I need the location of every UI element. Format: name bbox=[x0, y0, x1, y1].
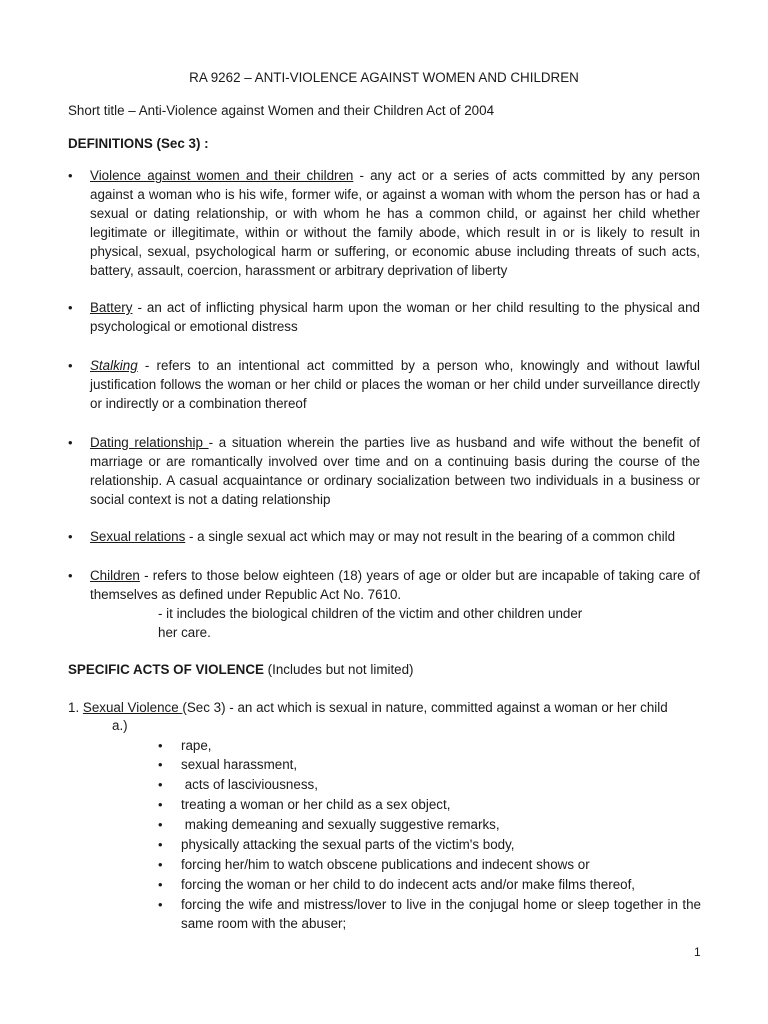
bullet-icon: • bbox=[158, 837, 163, 852]
list-item: forcing the woman or her child to do indecent acts and/or make films thereof, bbox=[181, 877, 636, 892]
definition-text: - refers to those below eighteen (18) years of age or older but are incapable of taking care of themselves as defined under Republic Act No. 7610. bbox=[90, 568, 700, 602]
list-number: 1. bbox=[68, 700, 83, 715]
bullet-icon: • bbox=[158, 857, 163, 872]
sexual-violence-text: (Sec 3) - an act which is sexual in nature, committed against a woman or her child bbox=[182, 700, 668, 715]
list-item: treating a woman or her child as a sex object, bbox=[181, 797, 451, 812]
bullet-icon: • bbox=[158, 797, 163, 812]
definition-term: Sexual relations bbox=[90, 529, 186, 544]
definition-term: Battery bbox=[90, 300, 133, 315]
sexual-violence-term: Sexual Violence bbox=[82, 700, 183, 715]
bullet-icon: • bbox=[68, 435, 73, 450]
definition-term: Violence against women and their children bbox=[90, 168, 354, 183]
bullet-icon: • bbox=[68, 358, 73, 373]
bullet-icon: • bbox=[158, 738, 163, 753]
bullet-icon: • bbox=[158, 777, 163, 792]
page-number: 1 bbox=[694, 945, 701, 959]
short-title: Short title – Anti-Violence against Women and their Children Act of 2004 bbox=[68, 103, 495, 118]
definition-violence bbox=[90, 166, 700, 280]
definition-term: Dating relationship bbox=[90, 435, 209, 450]
definition-text: - a situation wherein the parties live as husband and wife without the benefit of marriage or are romantically involved over time and on a continuing basis during the course of the relationship. A casual acquaintance or ordinary socialization between two individuals in a business or social context is not a dating relationship bbox=[90, 435, 701, 507]
list-item: forcing her/him to watch obscene publications and indecent shows or bbox=[181, 857, 590, 872]
definition-sexual-relations bbox=[90, 527, 700, 546]
bullet-icon: • bbox=[68, 529, 73, 544]
specific-acts-note: (Includes but not limited) bbox=[263, 662, 414, 677]
definition-battery bbox=[90, 298, 700, 336]
definition-text: - any act or a series of acts committed by any person against a woman who is his wife, former wife, or against a woman with whom the person has or had a sexual or dating relationship, or with whom he has a common child, or against her child whether legitimate or illegitimate, within or without the family abode, which result in or is likely to result in physical, sexual, psychological harm or suffering, or economic abuse including threats of such acts, battery, assault, coercion, harassment or arbitrary deprivation of liberty bbox=[90, 168, 700, 278]
definition-text: - refers to an intentional act committed by a person who, knowingly and without lawful justification follows the woman or her child or places the woman or her child under surveillance directly or indirectly or a combination thereof bbox=[90, 358, 700, 411]
specific-acts-title: SPECIFIC ACTS OF VIOLENCE bbox=[68, 662, 264, 677]
definition-dating-relationship bbox=[90, 433, 700, 509]
specific-acts-heading bbox=[68, 660, 414, 679]
bullet-icon: • bbox=[68, 300, 73, 315]
definition-term: Stalking bbox=[90, 358, 138, 373]
bullet-icon: • bbox=[158, 877, 163, 892]
definition-text: - a single sexual act which may or may not result in the bearing of a common child bbox=[185, 529, 676, 544]
definitions-heading: DEFINITIONS (Sec 3) : bbox=[68, 136, 209, 151]
definition-children bbox=[90, 566, 700, 604]
definition-text: - an act of inflicting physical harm upon the woman or her child resulting to the physical and psychological or emotional distress bbox=[90, 300, 700, 334]
bullet-icon: • bbox=[68, 568, 73, 583]
list-item: forcing the wife and mistress/lover to live in the conjugal home or sleep together in the same room with the abuser; bbox=[181, 897, 701, 931]
bullet-icon: • bbox=[158, 757, 163, 772]
bullet-icon: • bbox=[158, 897, 163, 912]
sexual-violence-line bbox=[68, 698, 668, 717]
bullet-icon: • bbox=[68, 168, 73, 183]
bullet-icon: • bbox=[158, 817, 163, 832]
list-item: sexual harassment, bbox=[181, 757, 298, 772]
list-item: rape, bbox=[181, 738, 212, 753]
document-title: RA 9262 – ANTI-VIOLENCE AGAINST WOMEN AND CHILDREN bbox=[189, 70, 579, 85]
list-item: physically attacking the sexual parts of the victim's body, bbox=[181, 837, 515, 852]
definition-stalking bbox=[90, 356, 700, 413]
list-item: making demeaning and sexually suggestive remarks, bbox=[181, 817, 500, 832]
list-item: acts of lasciviousness, bbox=[181, 777, 318, 792]
children-note-line-2: her care. bbox=[158, 625, 211, 640]
sub-item-label: a.) bbox=[112, 718, 128, 733]
children-note-line-1: - it includes the biological children of the victim and other children under bbox=[158, 606, 583, 621]
definition-term: Children bbox=[90, 568, 140, 583]
